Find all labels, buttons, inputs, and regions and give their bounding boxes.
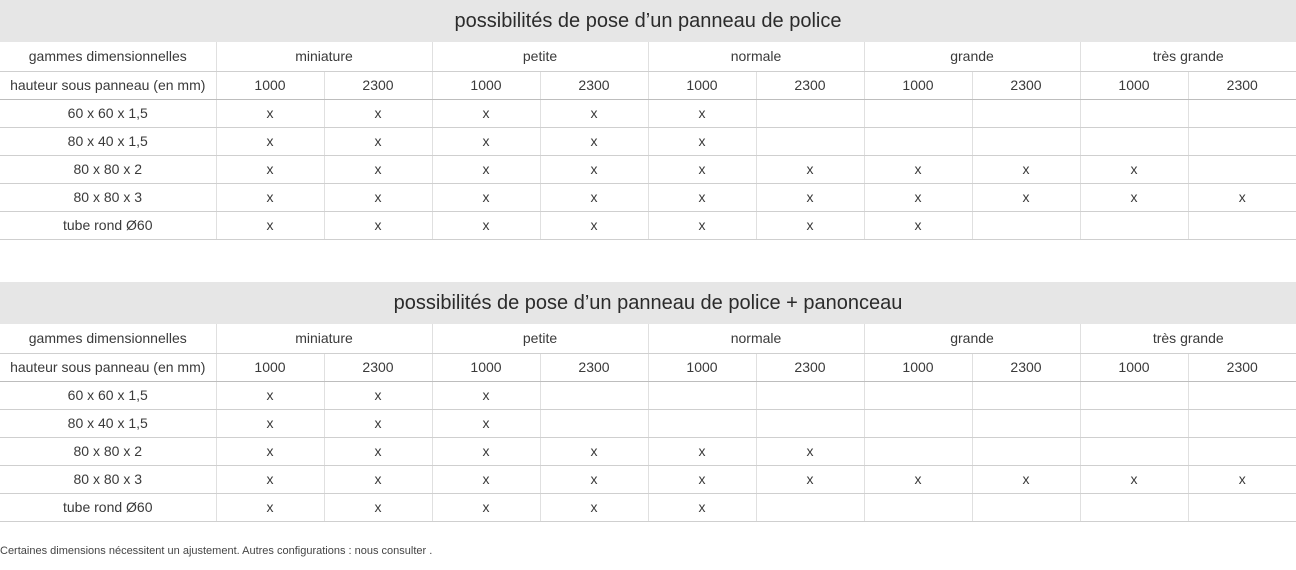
compat-cell: x	[540, 437, 648, 465]
height-header-row	[0, 71, 1296, 99]
group-header-row	[0, 324, 1296, 353]
compat-cell	[972, 409, 1080, 437]
compat-cell: x	[648, 155, 756, 183]
group-header: miniature	[216, 324, 432, 353]
compat-cell: x	[216, 127, 324, 155]
table-row	[0, 155, 1296, 183]
row-label: 80 x 80 x 2	[0, 437, 216, 465]
group-header: très grande	[1080, 42, 1296, 71]
compat-cell: x	[324, 211, 432, 239]
compat-cell: x	[216, 437, 324, 465]
table-section-panneau	[0, 0, 1296, 240]
compat-cell	[648, 409, 756, 437]
compat-cell: x	[1080, 183, 1188, 211]
group-header: grande	[864, 42, 1080, 71]
compat-cell	[864, 127, 972, 155]
height-header: 2300	[756, 71, 864, 99]
table-section-panneau-panonceau	[0, 282, 1296, 522]
height-header-row	[0, 353, 1296, 381]
compat-cell: x	[216, 409, 324, 437]
compat-cell: x	[648, 183, 756, 211]
table-body	[0, 324, 1296, 521]
row-label: 80 x 40 x 1,5	[0, 127, 216, 155]
height-header: 2300	[1188, 353, 1296, 381]
table-row	[0, 127, 1296, 155]
compat-cell: x	[432, 183, 540, 211]
compat-cell: x	[432, 381, 540, 409]
compat-cell: x	[540, 127, 648, 155]
compat-cell: x	[216, 493, 324, 521]
compat-cell	[1188, 437, 1296, 465]
compat-cell	[864, 409, 972, 437]
compat-cell: x	[216, 99, 324, 127]
height-header: 2300	[540, 71, 648, 99]
compat-cell: x	[432, 437, 540, 465]
table-row	[0, 183, 1296, 211]
table-row	[0, 381, 1296, 409]
compat-cell: x	[648, 493, 756, 521]
compat-cell	[1188, 381, 1296, 409]
height-header: 2300	[324, 71, 432, 99]
table-title: possibilités de pose d’un panneau de police + panonceau	[0, 282, 1296, 324]
compat-cell: x	[1080, 155, 1188, 183]
compat-cell: x	[540, 155, 648, 183]
compat-cell	[864, 493, 972, 521]
compat-cell	[864, 381, 972, 409]
compat-cell: x	[216, 465, 324, 493]
table-row	[0, 465, 1296, 493]
height-header: 1000	[432, 71, 540, 99]
compat-cell	[540, 381, 648, 409]
compatibility-table	[0, 42, 1296, 240]
height-header: 2300	[756, 353, 864, 381]
compat-cell: x	[648, 127, 756, 155]
compat-cell: x	[540, 211, 648, 239]
compat-cell	[1080, 493, 1188, 521]
height-header: 1000	[864, 71, 972, 99]
compat-cell	[756, 99, 864, 127]
compat-cell	[972, 493, 1080, 521]
height-header: 1000	[864, 353, 972, 381]
compat-cell	[1188, 493, 1296, 521]
row-header-label: hauteur sous panneau (en mm)	[0, 71, 216, 99]
table-title: possibilités de pose d’un panneau de police	[0, 0, 1296, 42]
compat-cell	[972, 211, 1080, 239]
height-header: 2300	[540, 353, 648, 381]
compat-cell	[1080, 409, 1188, 437]
compat-cell: x	[324, 465, 432, 493]
compat-cell: x	[1188, 465, 1296, 493]
group-header: petite	[432, 324, 648, 353]
compat-cell: x	[756, 437, 864, 465]
row-label: 60 x 60 x 1,5	[0, 381, 216, 409]
compat-cell	[1188, 155, 1296, 183]
compat-cell: x	[756, 465, 864, 493]
compat-cell	[1080, 381, 1188, 409]
compat-cell: x	[972, 183, 1080, 211]
height-header: 1000	[648, 353, 756, 381]
compat-cell: x	[972, 155, 1080, 183]
compat-cell: x	[648, 211, 756, 239]
compat-cell: x	[216, 183, 324, 211]
height-header: 1000	[432, 353, 540, 381]
row-label: 60 x 60 x 1,5	[0, 99, 216, 127]
group-header: miniature	[216, 42, 432, 71]
compat-cell: x	[540, 183, 648, 211]
compat-cell	[756, 127, 864, 155]
compat-cell: x	[540, 465, 648, 493]
row-label: 80 x 40 x 1,5	[0, 409, 216, 437]
corner-label: gammes dimensionnelles	[0, 324, 216, 353]
compat-cell: x	[864, 155, 972, 183]
row-label: tube rond Ø60	[0, 493, 216, 521]
height-header: 2300	[1188, 71, 1296, 99]
compat-cell	[756, 409, 864, 437]
compat-cell	[1188, 409, 1296, 437]
table-row	[0, 493, 1296, 521]
row-label: 80 x 80 x 3	[0, 183, 216, 211]
compat-cell: x	[432, 211, 540, 239]
compat-cell: x	[216, 155, 324, 183]
compat-cell	[1080, 437, 1188, 465]
height-header: 2300	[972, 353, 1080, 381]
compat-cell	[1188, 127, 1296, 155]
compatibility-table	[0, 324, 1296, 522]
group-header: grande	[864, 324, 1080, 353]
table-row	[0, 437, 1296, 465]
footnote: Certaines dimensions nécessitent un ajustement. Autres configurations : nous consulter .	[0, 545, 433, 557]
table-row	[0, 211, 1296, 239]
compat-cell: x	[432, 409, 540, 437]
group-header: très grande	[1080, 324, 1296, 353]
table-row	[0, 409, 1296, 437]
group-header: petite	[432, 42, 648, 71]
compat-cell: x	[540, 493, 648, 521]
compat-cell: x	[324, 493, 432, 521]
compat-cell: x	[756, 183, 864, 211]
compat-cell: x	[432, 99, 540, 127]
compat-cell: x	[324, 381, 432, 409]
height-header: 2300	[324, 353, 432, 381]
compat-cell	[972, 437, 1080, 465]
height-header: 1000	[216, 71, 324, 99]
compat-cell: x	[216, 381, 324, 409]
compat-cell	[972, 381, 1080, 409]
compat-cell: x	[864, 211, 972, 239]
compat-cell: x	[756, 155, 864, 183]
compat-cell	[864, 99, 972, 127]
compat-cell	[540, 409, 648, 437]
compat-cell	[1188, 99, 1296, 127]
group-header: normale	[648, 324, 864, 353]
table-body	[0, 42, 1296, 239]
corner-label: gammes dimensionnelles	[0, 42, 216, 71]
height-header: 1000	[1080, 71, 1188, 99]
compat-cell	[1080, 127, 1188, 155]
compat-cell	[756, 381, 864, 409]
compat-cell	[1080, 211, 1188, 239]
compat-cell: x	[324, 437, 432, 465]
compat-cell: x	[432, 493, 540, 521]
compat-cell: x	[324, 155, 432, 183]
compat-cell: x	[324, 409, 432, 437]
compat-cell	[648, 381, 756, 409]
compat-cell: x	[1080, 465, 1188, 493]
height-header: 1000	[216, 353, 324, 381]
compat-cell	[1188, 211, 1296, 239]
row-label: 80 x 80 x 2	[0, 155, 216, 183]
compat-cell	[1080, 99, 1188, 127]
compat-cell: x	[540, 99, 648, 127]
compat-cell: x	[864, 465, 972, 493]
compat-cell: x	[432, 465, 540, 493]
table-row	[0, 99, 1296, 127]
compat-cell: x	[648, 465, 756, 493]
height-header: 1000	[648, 71, 756, 99]
group-header: normale	[648, 42, 864, 71]
compat-cell: x	[1188, 183, 1296, 211]
compat-cell: x	[432, 127, 540, 155]
group-header-row	[0, 42, 1296, 71]
compat-cell: x	[648, 99, 756, 127]
compat-cell	[756, 493, 864, 521]
compat-cell: x	[324, 183, 432, 211]
compat-cell: x	[432, 155, 540, 183]
compat-cell: x	[216, 211, 324, 239]
compat-cell	[864, 437, 972, 465]
compat-cell: x	[648, 437, 756, 465]
compat-cell: x	[756, 211, 864, 239]
compat-cell: x	[324, 99, 432, 127]
height-header: 1000	[1080, 353, 1188, 381]
row-label: tube rond Ø60	[0, 211, 216, 239]
height-header: 2300	[972, 71, 1080, 99]
compat-cell: x	[324, 127, 432, 155]
row-header-label: hauteur sous panneau (en mm)	[0, 353, 216, 381]
compat-cell: x	[864, 183, 972, 211]
compat-cell	[972, 99, 1080, 127]
compat-cell	[972, 127, 1080, 155]
row-label: 80 x 80 x 3	[0, 465, 216, 493]
compat-cell: x	[972, 465, 1080, 493]
